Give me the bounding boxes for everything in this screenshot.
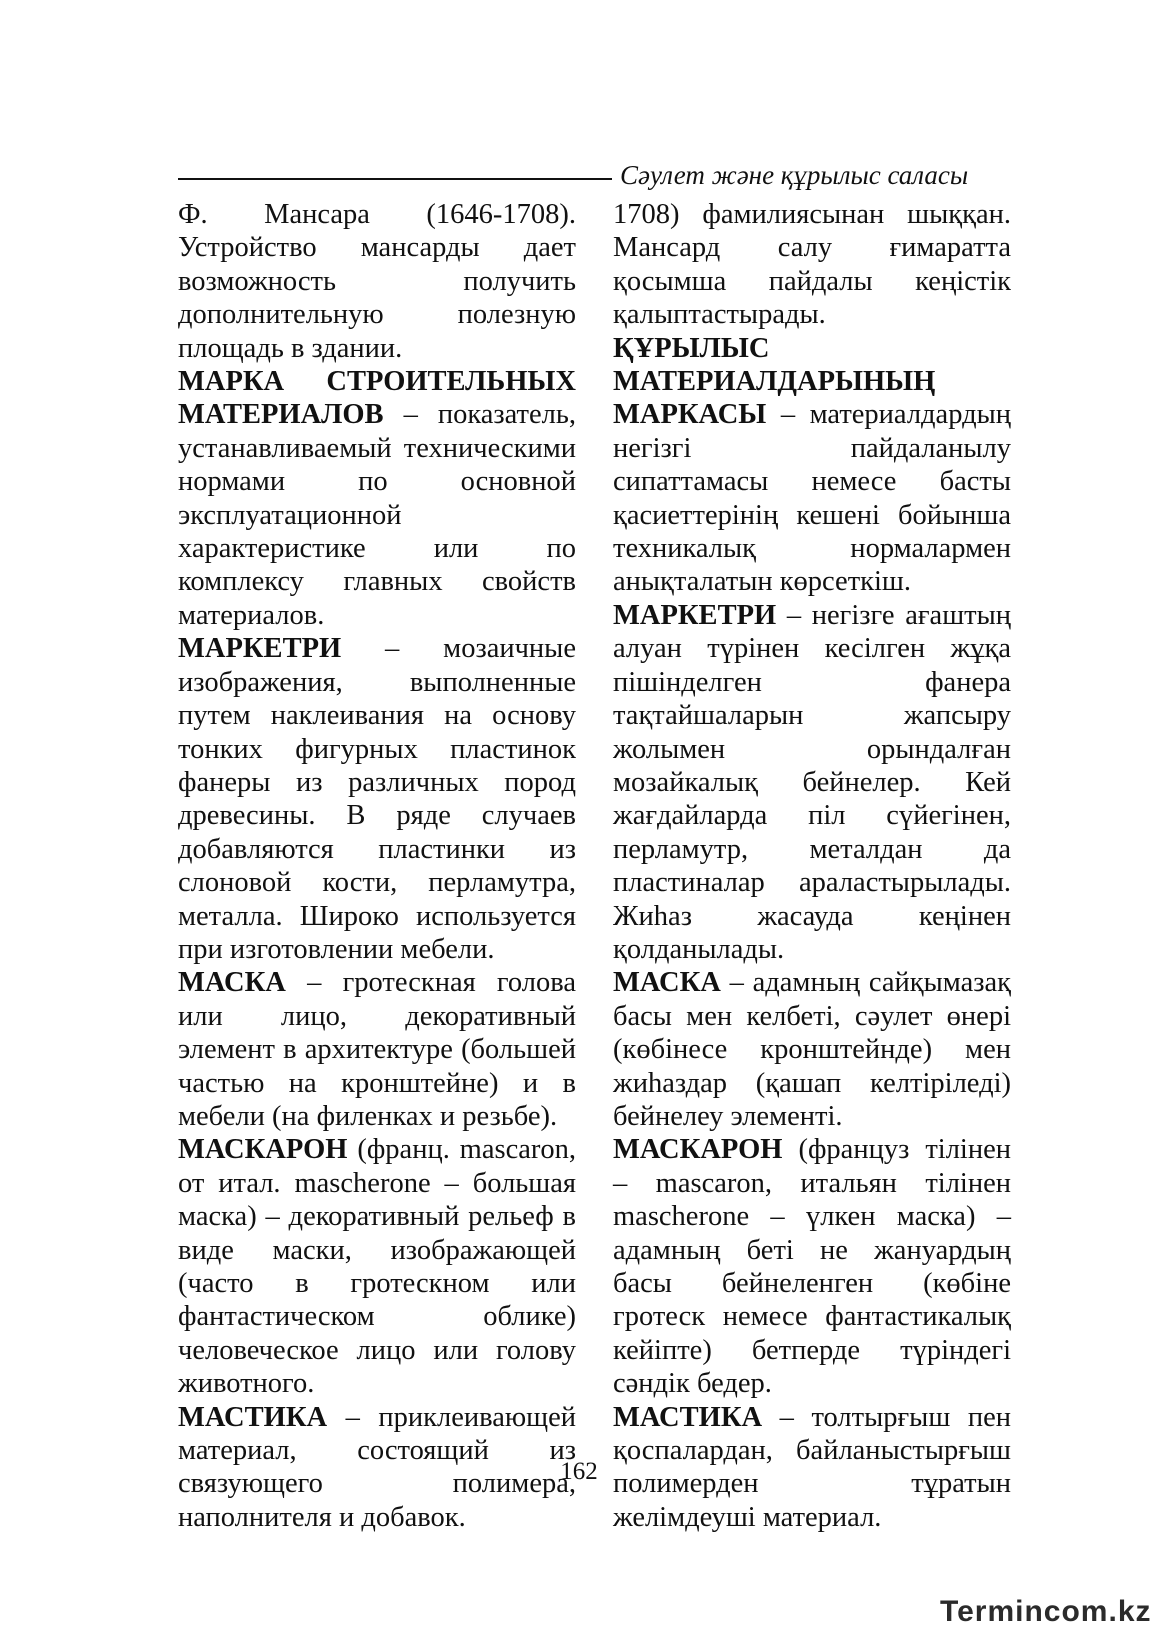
entry-definition: – негізге ағаштың алуан түрінен кесілген жұқа пішінделген фанера тақтайшаларын жапсыру жолымен орындалған мозайкалық бейнелер. Кей жағдайларда піл сүйегінен, перламутр, металдан да пластиналар араластырылады. Жиһаз жасауда кеңінен қолданылады. (613, 599, 1011, 965)
entry-definition: – мозаичные изображения, выполненные путем наклеивания на основу тонких фигурных пластинок фанеры из различных пород древесины. В ряде случаев добавляются пластинки из слоновой кости, перламутра, металла. Широко используется при изготовлении мебели. (178, 633, 576, 965)
entry-definition: – гротескная голова или лицо, декоративный элемент в архитектуре (большей частью на кронштейне) и в мебели (на филенках и резьбе). (178, 967, 576, 1132)
entry-maska-kk (613, 966, 1011, 1133)
entry-definition: – материалдардың негізгі пайдаланылу сипаттамасы немесе басты қасиеттерінің кешені бойынша техникалық нормалармен анықталатын көрсеткіш. (613, 399, 1011, 598)
entry-definition: 1708) фамилиясынан шыққан. Мансард салу ғимаратта қосымша пайдалы кеңістік қалыптастырады. (613, 199, 1011, 331)
entry-maska-ru (178, 966, 576, 1133)
entry-definition: – адамның сайқымазақ басы мен келбеті, сәулет өнері (көбінесе кронштейнде) мен жиһаздар (қашап келтіріледі) бейнелеу элементі. (613, 967, 1011, 1132)
entry-marka-ru (178, 365, 576, 632)
page-number: 162 (560, 1458, 598, 1485)
entry-mansard-ru (178, 198, 576, 365)
header-rule (178, 178, 612, 180)
entry-marketri-ru (178, 632, 576, 966)
entry-term: МАРКЕТРИ (613, 599, 777, 631)
entry-term: ҚҰРЫЛЫС МАТЕРИАЛДАРЫНЫҢ МАРКАСЫ (613, 332, 936, 431)
entry-definition: – показатель, устанавливаемый техническими нормами по основной эксплуатационной характеристике или по комплексу главных свойств материалов. (178, 399, 576, 631)
termincom-logo: Termincom.kz (940, 1595, 1152, 1628)
entry-definition: – толтырғыш пен қоспалардан, байланыстырғыш полимерден тұратын желімдеуші материал. (613, 1401, 1011, 1533)
entry-definition: (француз тілінен – mascaron, итальян тілінен mascherone – үлкен маска) – адамның беті не жануардың басы бейнеленген (көбіне гротеск немесе фантастикалық кейіпте) бетперде түріндегі сәндік бедер. (613, 1134, 1011, 1400)
entry-marka-kk (613, 332, 1011, 599)
entry-definition: – приклеивающей материал, состоящий из связующего полимера, наполнителя и добавок. (178, 1401, 576, 1533)
entry-term: МАСТИКА (613, 1401, 763, 1433)
entry-definition: (франц. mascaron, от итал. mascherone – большая маска) – декоративный рельеф в виде маски, изображающей (часто в гротескном или фантастическом облике) человеческое лицо или голову животного. (178, 1134, 576, 1400)
entry-term: МАСКА (178, 967, 286, 999)
right-column (613, 198, 1011, 1534)
entry-term: МАРКА СТРОИТЕЛЬНЫХ МАТЕРИАЛОВ (178, 366, 576, 431)
entry-definition: Ф. Мансара (1646-1708). Устройство мансарды дает возможность получить дополнительную полезную площадь в здании. (178, 199, 576, 364)
entry-marketri-kk (613, 599, 1011, 966)
entry-term: МАРКЕТРИ (178, 633, 342, 665)
entry-term: МАСКАРОН (178, 1134, 348, 1166)
entry-term: МАСКАРОН (613, 1134, 783, 1166)
left-column (178, 198, 576, 1534)
entry-maskaron-kk (613, 1133, 1011, 1400)
entry-term: МАСКА (613, 967, 721, 999)
running-title: Сәулет және құрылыс саласы (620, 160, 969, 190)
entry-maskaron-ru (178, 1133, 576, 1400)
entry-mansard-kk (613, 198, 1011, 332)
entry-term: МАСТИКА (178, 1401, 328, 1433)
